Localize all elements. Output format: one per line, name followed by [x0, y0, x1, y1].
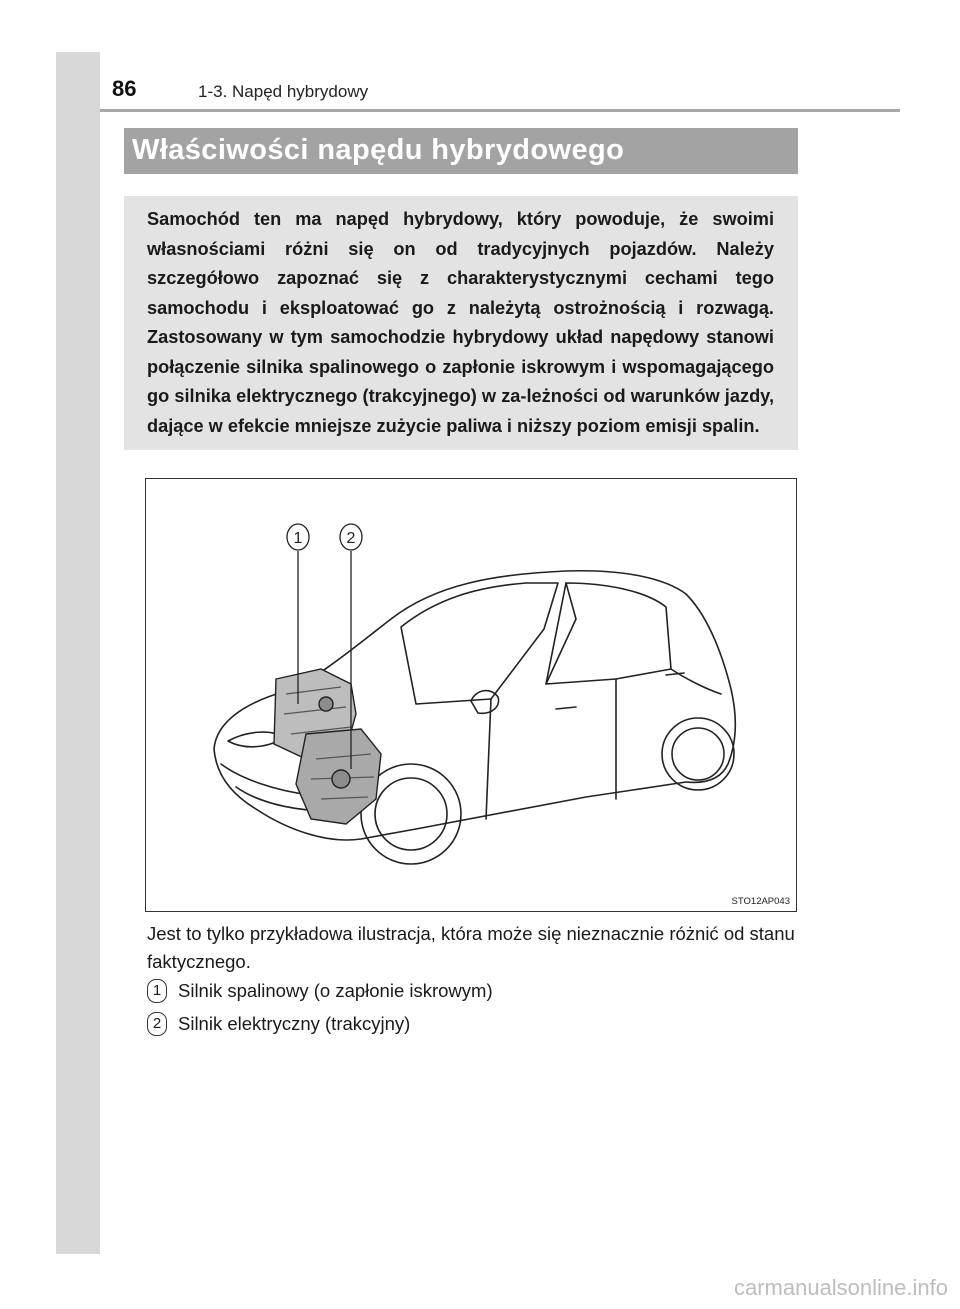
- intro-text: Samochód ten ma napęd hybrydowy, który powoduje, że swoimi własnościami różni się on od tradycyjnych pojazdów. Należy szczegółowo zapoznać się z charakterystycznymi cechami tego samochodu i eksploatować go z należytą ostrożnością i rozwagą. Zastosowany w tym samochodzie hybrydowy układ napędowy stanowi połączenie silnika spalinowego o zapłonie iskrowym i wspomagającego go silnika elektrycznego (trakcyjnego) w za-leżności od warunków jazdy, dające w efekcie mniejsze zużycie paliwa i niższy poziom emisji spalin.: [147, 209, 774, 436]
- car-window-front: [401, 583, 558, 704]
- section-header: 1-3. Napęd hybrydowy: [198, 82, 369, 101]
- figure-caption: Jest to tylko przykładowa ilustracja, która może się nieznacznie różnić od stanu faktycznego.: [147, 923, 795, 972]
- legend-num-2: 2: [147, 1012, 167, 1036]
- side-strip: [56, 52, 100, 1254]
- car-mirror: [471, 691, 499, 714]
- figure: [145, 478, 797, 912]
- header-divider: [100, 109, 900, 112]
- car-illustration: [146, 479, 798, 913]
- page-number: 86: [112, 76, 137, 101]
- callout-2-label: 2: [346, 530, 356, 547]
- legend-text-2: Silnik elektryczny (trakcyjny): [178, 1013, 411, 1034]
- engine-assembly: [274, 669, 381, 824]
- page-title: Właściwości napędu hybrydowego: [132, 134, 625, 166]
- watermark: carmanualsonline.info: [733, 1275, 948, 1300]
- callout-1-label: 1: [293, 530, 303, 547]
- legend-text-1: Silnik spalinowy (o zapłonie iskrowym): [178, 980, 493, 1001]
- car-window-rear: [546, 583, 671, 684]
- legend-item-1: [147, 978, 493, 1004]
- legend-num-1: 1: [147, 979, 167, 1003]
- figure-code: STO12AP043: [731, 896, 790, 907]
- legend-item-2: [147, 1011, 410, 1037]
